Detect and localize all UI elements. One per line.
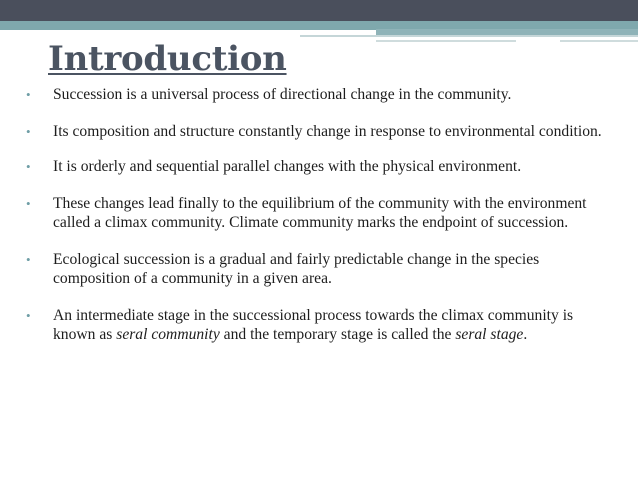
bullet-dot-icon: • [26,159,31,174]
bullet-item [26,85,616,105]
bullet-dot-icon: • [26,195,31,211]
header-accent-line [560,40,638,42]
bullet-text-part: and the temporary stage is called the [219,326,456,343]
bullet-item [26,250,616,289]
bullet-text: Succession is a universal process of directional change in the community. [53,86,512,103]
bullet-text: Ecological succession is a gradual and fairly predictable change in the species composition of a community in a given area. [53,250,540,287]
bullet-item [26,122,616,142]
bullet-text [53,307,573,344]
bullet-text-part: . [523,326,528,343]
bullet-item [26,306,616,345]
bullet-text-emphasis: seral community [116,326,220,343]
header-accent-line [300,35,638,37]
bullet-text: Its composition and structure constantly change in response to environmental condition. [53,122,602,140]
bullet-text: These changes lead finally to the equilibrium of the community with the environment called a climax community. Climate community marks the endpoint of succession. [53,194,587,231]
bullet-text-emphasis: seral stage [455,326,524,343]
slide-title: Introduction [48,39,287,79]
bullet-dot-icon: • [26,123,31,139]
bullet-dot-icon: • [26,87,31,102]
bullet-text-part: An intermediate stage in the successional process towards the climax community is known as [53,306,574,343]
bullet-text: It is orderly and sequential parallel changes with the physical environment. [53,158,522,175]
bullet-list [26,85,616,361]
bullet-dot-icon: • [26,251,31,267]
bullet-dot-icon: • [26,307,31,323]
header-accent-line [376,40,516,42]
bullet-item [26,194,616,233]
bullet-item [26,157,616,177]
header-band-dark [0,0,638,21]
